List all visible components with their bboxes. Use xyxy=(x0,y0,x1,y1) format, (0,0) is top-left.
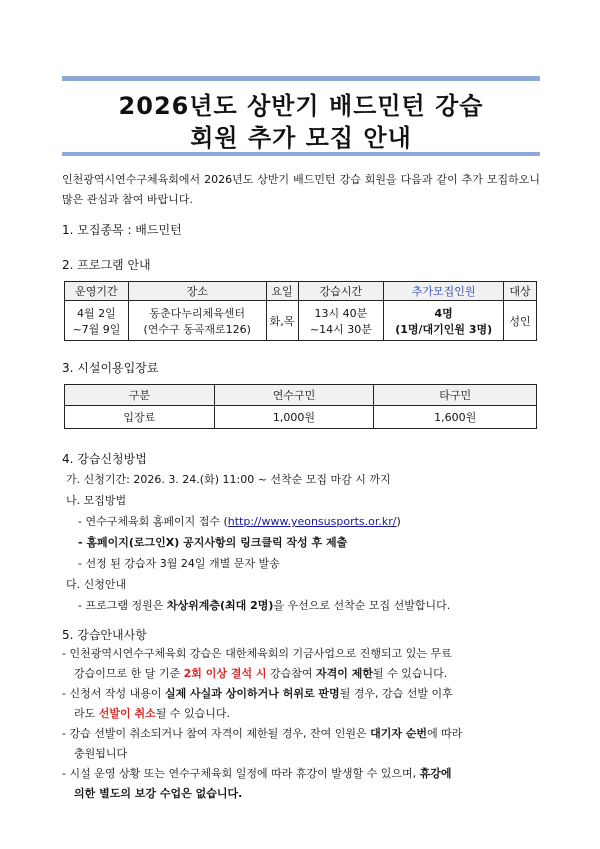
col-target: 대상 xyxy=(504,282,537,301)
section-1-heading: 1. 모집종목 : 배드민턴 xyxy=(62,223,182,237)
fee-col-type: 구분 xyxy=(65,385,215,406)
fee-table-row xyxy=(65,406,537,429)
fee-table xyxy=(64,384,537,429)
note-2-line-2: 라도 선발이 취소될 수 있습니다. xyxy=(74,707,230,720)
program-table-row xyxy=(65,301,537,341)
title-bottom-rule xyxy=(62,152,540,156)
cell-target: 성인 xyxy=(504,301,537,341)
intro-paragraph: 인천광역시연수구체육회에서 2026년도 상반기 배드민턴 강습 회원을 다음과 같이 추가 모집하오니 많은 관심과 참여 바랍니다. xyxy=(62,173,540,206)
note-4-line-2: 의한 별도의 보강 수업은 없습니다. xyxy=(74,787,243,800)
cell-place: 동춘다누리체육센터 (연수구 동곡재로126) xyxy=(128,301,266,341)
section-4-heading: 4. 강습신청방법 xyxy=(62,452,147,466)
col-count: 추가모집인원 xyxy=(384,282,504,301)
section-5-heading: 5. 강습안내사항 xyxy=(62,628,147,642)
apply-method-3: - 선정 된 강습자 3월 24일 개별 문자 발송 xyxy=(78,557,280,570)
note-4-line-1: - 시설 운영 상황 또는 연수구체육회 일정에 따라 휴강이 발생할 수 있으며, 휴강에 xyxy=(62,767,452,780)
col-time: 강습시간 xyxy=(298,282,384,301)
fee-cell-nonresident: 1,600원 xyxy=(374,406,537,429)
note-1-line-1: - 인천광역시연수구체육회 강습은 대한체육회의 기금사업으로 진행되고 있는 무료 xyxy=(62,647,452,660)
cell-days: 화,목 xyxy=(266,301,298,341)
apply-guide-heading: 다. 신청안내 xyxy=(66,578,127,591)
col-place: 장소 xyxy=(128,282,266,301)
col-period: 운영기간 xyxy=(65,282,129,301)
program-table xyxy=(64,281,537,341)
col-days: 요일 xyxy=(266,282,298,301)
program-table-header xyxy=(65,282,537,301)
apply-method-2: - 홈페이지(로그인X) 공지사항의 링크클릭 작성 후 제출 xyxy=(78,536,348,549)
fee-cell-type: 입장료 xyxy=(65,406,215,429)
homepage-link[interactable]: http://www.yeonsusports.or.kr/ xyxy=(227,515,397,528)
note-3-line-2: 충원됩니다 xyxy=(74,747,128,760)
apply-period: 가. 신청기간: 2026. 3. 24.(화) 11:00 ~ 선착순 모집 마감 시 까지 xyxy=(66,473,391,486)
note-2-line-1: - 신청서 작성 내용이 실제 사실과 상이하거나 허위로 판명될 경우, 강습 선발 이후 xyxy=(62,687,453,700)
section-2-heading: 2. 프로그램 안내 xyxy=(62,258,151,272)
page-title: 2026년도 상반기 배드민턴 강습 xyxy=(118,92,484,120)
fee-col-nonresident: 타구민 xyxy=(374,385,537,406)
fee-table-header xyxy=(65,385,537,406)
page-subtitle: 회원 추가 모집 안내 xyxy=(190,124,412,152)
cell-time: 13시 40분 ~14시 30분 xyxy=(298,301,384,341)
note-1-line-2: 강습이므로 한 달 기준 2회 이상 결석 시 강습참여 자격이 제한될 수 있습니다. xyxy=(74,667,448,680)
cell-period: 4월 2일 ~7월 9일 xyxy=(65,301,129,341)
title-top-rule xyxy=(62,76,540,81)
apply-method-heading: 나. 모집방법 xyxy=(66,494,127,507)
fee-cell-resident: 1,000원 xyxy=(214,406,374,429)
note-3-line-1: - 강습 선발이 취소되거나 참여 자격이 제한될 경우, 잔여 인원은 대기자 순번에 따라 xyxy=(62,727,463,740)
fee-col-resident: 연수구민 xyxy=(214,385,374,406)
cell-count: 4명 (1명/대기인원 3명) xyxy=(384,301,504,341)
section-3-heading: 3. 시설이용입장료 xyxy=(62,361,159,375)
apply-method-1: - 연수구체육회 홈페이지 접수 (http://www.yeonsusports.or.kr/) xyxy=(78,515,401,528)
apply-guide-1: - 프로그램 정원은 차상위계층(최대 2명)을 우선으로 선착순 모집 선발합니다. xyxy=(78,599,451,612)
